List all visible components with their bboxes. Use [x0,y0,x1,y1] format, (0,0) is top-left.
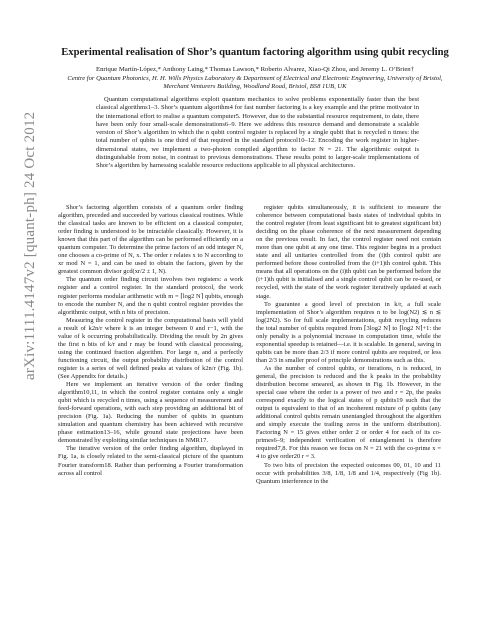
right-column [256,204,441,486]
body-paragraph: To two bits of precision the expected outcomes 00, 01, 10 and 11 occur with probabilities 3/8, 1/8, 1/8 and 1/4, respectively (Fig 1b). Quantum interference in the [256,461,441,485]
affiliation: Centre for Quantum Photonics, H. H. Wills Physics Laboratory & Department of Electrical and Electronic Engineering, University of Bristol, Merchant Venturers Building, Woodland Road, Bristol, BS8 1UB, UK [67,75,443,90]
paper-title: Experimental realisation of Shor’s quantum factoring algorithm using qubit recycling [61,47,449,58]
body-paragraph: register qubits simultaneously, it is sufficient to measure the coherence between computational basis states of individual qubits in the control register (from least significant bit to greatest significant bit) deciding on the phase coherence of the next measurement depending on the previous result. In fact, the control register need not contain more than one qubit at any one time. This register begins in a product state and all unitaries controlled from the (i)th control qubit are performed before those controlled from the (i+1)th control qubit. This means that all operations on the (i)th qubit can be performed before the (i+1)th qubit is initialised and a single control qubit can be re-used, or recycled, with the state of the work register iteratively updated at each stage. [256,204,441,300]
body-paragraph: To guarantee a good level of precision in k/r, a full scale implementation of Shor’s algorithm requires n to be log(N2) ≲ n ≲ log(2N2). So for full scale implementations, qubit recycling reduces the total number of qubits required from ⌈3log2 N⌉ to ⌈log2 N⌉+1: the only penalty is a polynomial increase in computation time, while the exponential speedup is retained—i.e. it is scalable. In general, saving in qubits can be more than 2/3 if more control qubits are required, or less than 2/3 in smaller proof of principle demonstrations such as this. [256,300,441,364]
body-paragraph: Here we implement an iterative version of the order finding algorithm10,11, in which the control register contains only a single qubit which is recycled n times, using a sequence of measurement and feed-forward operations, with each step providing an additional bit of precision (Fig. 1a). Reducing the number of qubits in quantum simulation and quantum chemistry has been achieved with recursive phase estimation13–16, while ground state projections have been demonstrated by exploiting similar techniques in NMR17. [58,381,243,445]
arxiv-identifier[interactable]: arXiv:1111.4147v2 [quant-ph] 24 Oct 2012 [22,111,38,380]
body-paragraph: The quantum order finding circuit involves two registers: a work register and a control register. In the standard protocol, the work register performs modular arithmetic with m = ⌈log2 N⌉ qubits, enough to encode the number N, and the n qubit control register provides the algorithmic output, with n bits of precision. [58,276,243,316]
body-paragraph: Shor’s factoring algorithm consists of a quantum order finding algorithm, preceded and succeeded by various classical routines. While the classical tasks are known to be efficient on a classical computer, order finding is understood to be intractable classically. However, it is known that this part of the algorithm can be performed efficiently on a quantum computer. To determine the prime factors of an odd integer N, one chooses a co-prime of N, x. The order r relates x to N according to xr mod N = 1, and can be used to obtain the factors, given by the greatest common divisor gcd(xr/2 ± 1, N). [58,204,243,276]
left-column [58,204,243,478]
abstract: Quantum computational algorithms exploit quantum mechanics to solve problems exponentially faster than the best classical algorithms1–3. Shor’s quantum algorithm4 for fast number factoring is a key example and the prime motivator in the international effort to realise a quantum computer5. However, due to the substantial resource requirement, to date, there have been only four small-scale demonstrations6–9. Here we address this resource demand and demonstrate a scalable version of Shor’s algorithm in which the n qubit control register is replaced by a single qubit that is recycled n times: the total number of qubits is one third of that required in the standard protocol10–12. Encoding the work register in higher-dimensional states, we implement a two-photon compiled algorithm to factor N = 21. The algorithmic output is distinguishable from noise, in contrast to previous demonstrations. These results point to larger-scale implementations of Shor’s algorithm by harnessing scalable resource reductions applicable to all physical architectures. [96,96,419,170]
author-list: Enrique Martín-López,* Anthony Laing,* Thomas Lawson,* Roberto Alvarez, Xiao-Qi Zhou, and Jeremy L. O’Brien† [95,66,414,73]
body-paragraph: Measuring the control register in the computational basis will yield a result of k2n/r where k is an integer between 0 and r−1, with the value of k occurring probabilistically. Dividing the result by 2n gives the first n bits of k/r and r may be found with classical processing, using the continued fraction algorithm. For large n, and a perfectly functioning circuit, the output probability distribution of the control register is a series of well defined peaks at values of k2n/r (Fig. 1b). (See Appendix for details.) [58,316,243,380]
body-paragraph: As the number of control qubits, or iterations, n is reduced, in general, the precision is reduced and the k peaks in the probability distribution become smeared, as shown in Fig. 1b. However, in the special case where the order is a power of two and r = 2p, the peaks correspond exactly to the logical states of p qubits19 such that the output is equivalent to that of an incoherent mixture of p qubits (any additional control qubits remain unentangled throughout the algorithm and simply execute the trailing zeros in the uniform distribution). Factoring N = 15 gives either order 2 or order 4 for each of its co-primes6–9; independent verification of entanglement is therefore required7,8. For this reason we focus on N = 21 with the co-prime x = 4 to give order20 r = 3. [256,364,441,461]
body-paragraph: The iterative version of the order finding algorithm, displayed in Fig. 1a, is closely related to the semi-classical picture of the quantum Fourier transform18. Rather than performing a Fourier transformation across all control [58,445,243,477]
